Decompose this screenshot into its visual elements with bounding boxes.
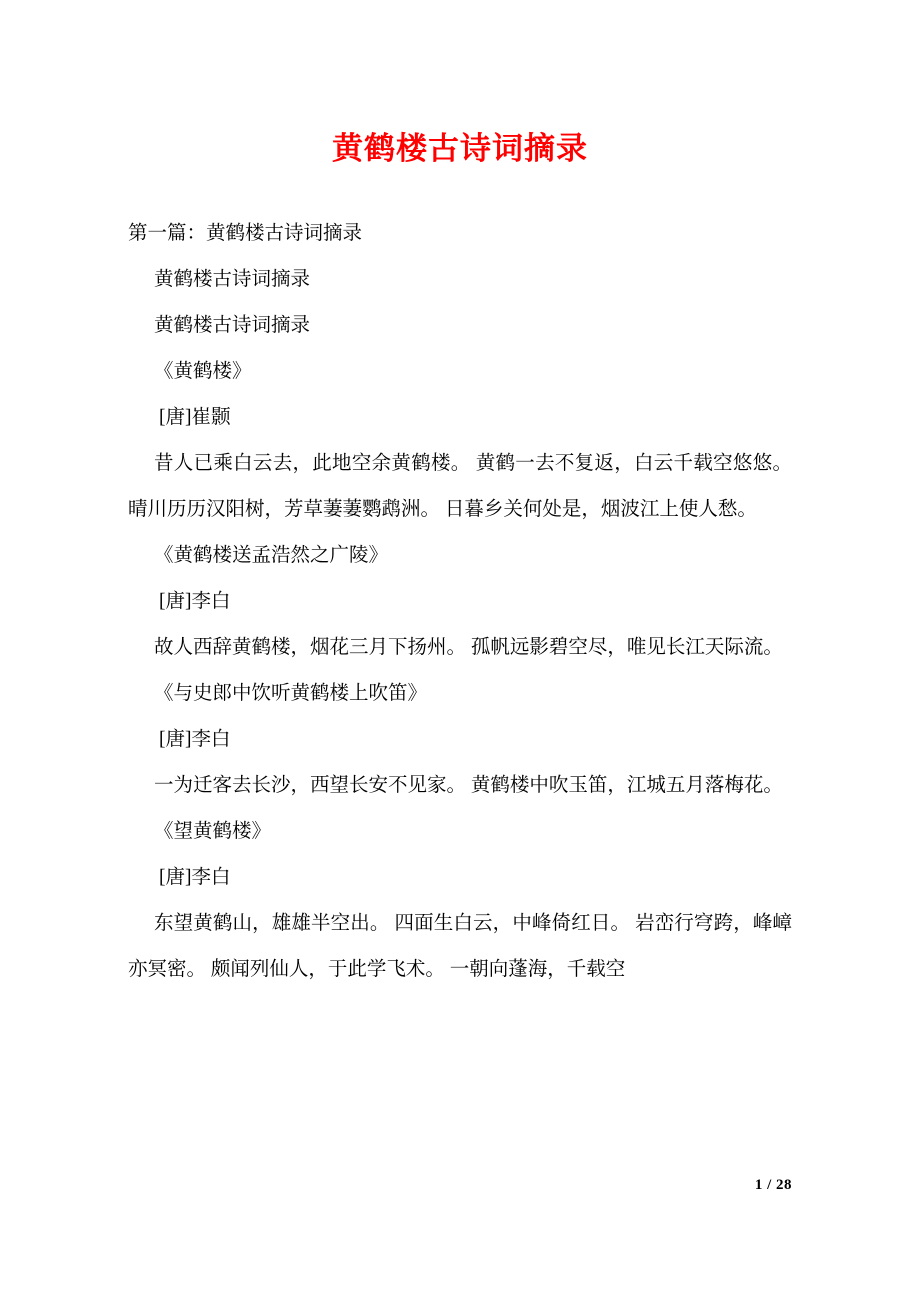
page-title: 黄鹤楼古诗词摘录 xyxy=(332,131,588,166)
poem-title-3: 《与史郎中饮听黄鹤楼上吹笛》 xyxy=(154,683,428,705)
poem-body-4: 东望黄鹤山，雄雄半空出。 四面生白云，中峰倚红日。 岩峦行穹跨，峰嶂亦冥密。 颇闻列仙人，于此学飞术。 一朝向蓬海，千载空 xyxy=(128,913,792,981)
poem-title-2: 《黄鹤楼送孟浩然之广陵》 xyxy=(154,545,389,567)
paragraph-section-heading: 第一篇：黄鹤楼古诗词摘录 xyxy=(128,223,363,245)
poem-title-1: 《黄鹤楼》 xyxy=(154,361,252,383)
poem-author-2: [唐]李白 xyxy=(159,591,231,613)
poem-author-4: [唐]李白 xyxy=(159,867,231,889)
paragraph-subtitle-2: 黄鹤楼古诗词摘录 xyxy=(154,315,311,337)
poem-author-3: [唐]李白 xyxy=(159,729,231,751)
page-number: 1 / 28 xyxy=(754,1177,792,1193)
poem-body-1: 昔人已乘白云去，此地空余黄鹤楼。 黄鹤一去不复返，白云千载空悠悠。 晴川历历汉阳树，芳草萋萋鹦鹉洲。 日暮乡关何处是，烟波江上使人愁。 xyxy=(128,453,792,521)
poem-title-4: 《望黄鹤楼》 xyxy=(154,821,272,843)
poem-body-2: 故人西辞黄鹤楼，烟花三月下扬州。 孤帆远影碧空尽，唯见长江天际流。 xyxy=(154,637,783,659)
document-content xyxy=(128,0,792,993)
document-body xyxy=(128,211,792,993)
poem-author-1: [唐]崔颢 xyxy=(159,407,231,429)
paragraph-subtitle-1: 黄鹤楼古诗词摘录 xyxy=(154,269,311,291)
poem-body-3: 一为迁客去长沙，西望长安不见家。 黄鹤楼中吹玉笛，江城五月落梅花。 xyxy=(154,775,783,797)
